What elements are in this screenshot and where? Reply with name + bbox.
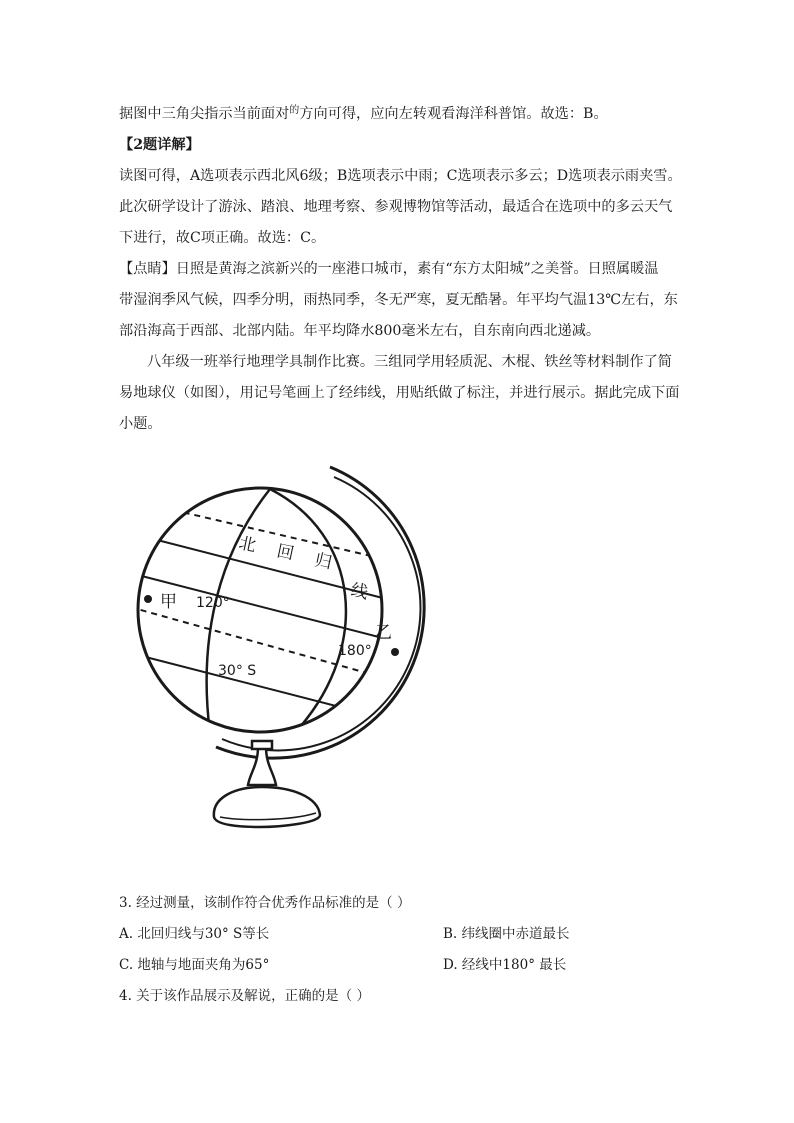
tropic-line — [130, 500, 410, 565]
answer-line-1-post: 方向可得，应向左转观看海洋科普馆。故选：B。 — [299, 106, 608, 122]
tip-line-2: 带湿润季风气候，四季分明，雨热同季，冬无严寒，夏无酷暑。年平均气温13℃左右，东 — [119, 292, 678, 308]
label-120: 120° — [196, 595, 230, 611]
question-3-option-d[interactable]: D. 经线中180° 最长 — [443, 957, 567, 973]
stand-collar — [252, 741, 272, 749]
globe-figure — [120, 455, 430, 850]
tropic-char-2: 回 — [274, 541, 296, 565]
answer-line-1 — [119, 104, 608, 124]
label-jia: 甲 — [160, 592, 177, 612]
answer-line-4: 此次研学设计了游泳、踏浪、地理考察、参观博物馆等活动，最适合在选项中的多云天气 — [119, 199, 673, 215]
stand-neck — [248, 747, 276, 785]
marker-jia — [144, 595, 152, 603]
answer-line-3: 读图可得，A选项表示西北风6级；B选项表示中雨；C选项表示多云；D选项表示雨夹雪。 — [119, 168, 682, 184]
passage-line-2: 易地球仪（如图），用记号笔画上了经纬线，用贴纸做了标注，并进行展示。据此完成下面 — [119, 385, 680, 401]
marker-yi — [391, 648, 399, 656]
tropic-char-4: 线 — [348, 580, 370, 604]
question-3-stem: 3. 经过测量，该制作符合优秀作品标准的是（ ） — [119, 895, 411, 911]
question-3-option-b[interactable]: B. 纬线圈中赤道最长 — [443, 926, 570, 942]
tip-line-3: 部沿海高于西部、北部内陆。年平均降水800毫米左右，自东南向西北递减。 — [119, 323, 601, 339]
tropic-char-3: 归 — [312, 550, 334, 574]
question-3-option-c[interactable]: C. 地轴与地面夹角为65° — [119, 957, 270, 973]
label-yi: 乙 — [375, 623, 392, 643]
tropic-char-1: 北 — [236, 533, 258, 557]
question-3-option-a[interactable]: A. 北回归线与30° S等长 — [119, 926, 270, 942]
answer-line-1-pre: 据图中三角尖指示当前面对 — [119, 106, 290, 122]
stand-base — [214, 787, 320, 827]
label-180: 180° — [338, 643, 372, 659]
passage-line-3: 小题。 — [119, 416, 162, 432]
answer-line-1-sup: 的 — [289, 105, 300, 116]
answer-line-5: 下进行，故C项正确。故选：C。 — [119, 230, 326, 246]
section-heading-q2: 【2题详解】 — [119, 137, 200, 153]
tip-line-1: 【点睛】日照是黄海之滨新兴的一座港口城市，素有“东方太阳城”之美誉。日照属暖温 — [119, 261, 659, 277]
question-4-stem: 4. 关于该作品展示及解说，正确的是（ ） — [119, 988, 370, 1004]
passage-line-1: 八年级一班举行地理学具制作比赛。三组同学用轻质泥、木棍、铁丝等材料制作了简 — [147, 354, 672, 370]
meridian-ring-inner — [222, 477, 420, 750]
label-30s: 30° S — [218, 663, 257, 679]
